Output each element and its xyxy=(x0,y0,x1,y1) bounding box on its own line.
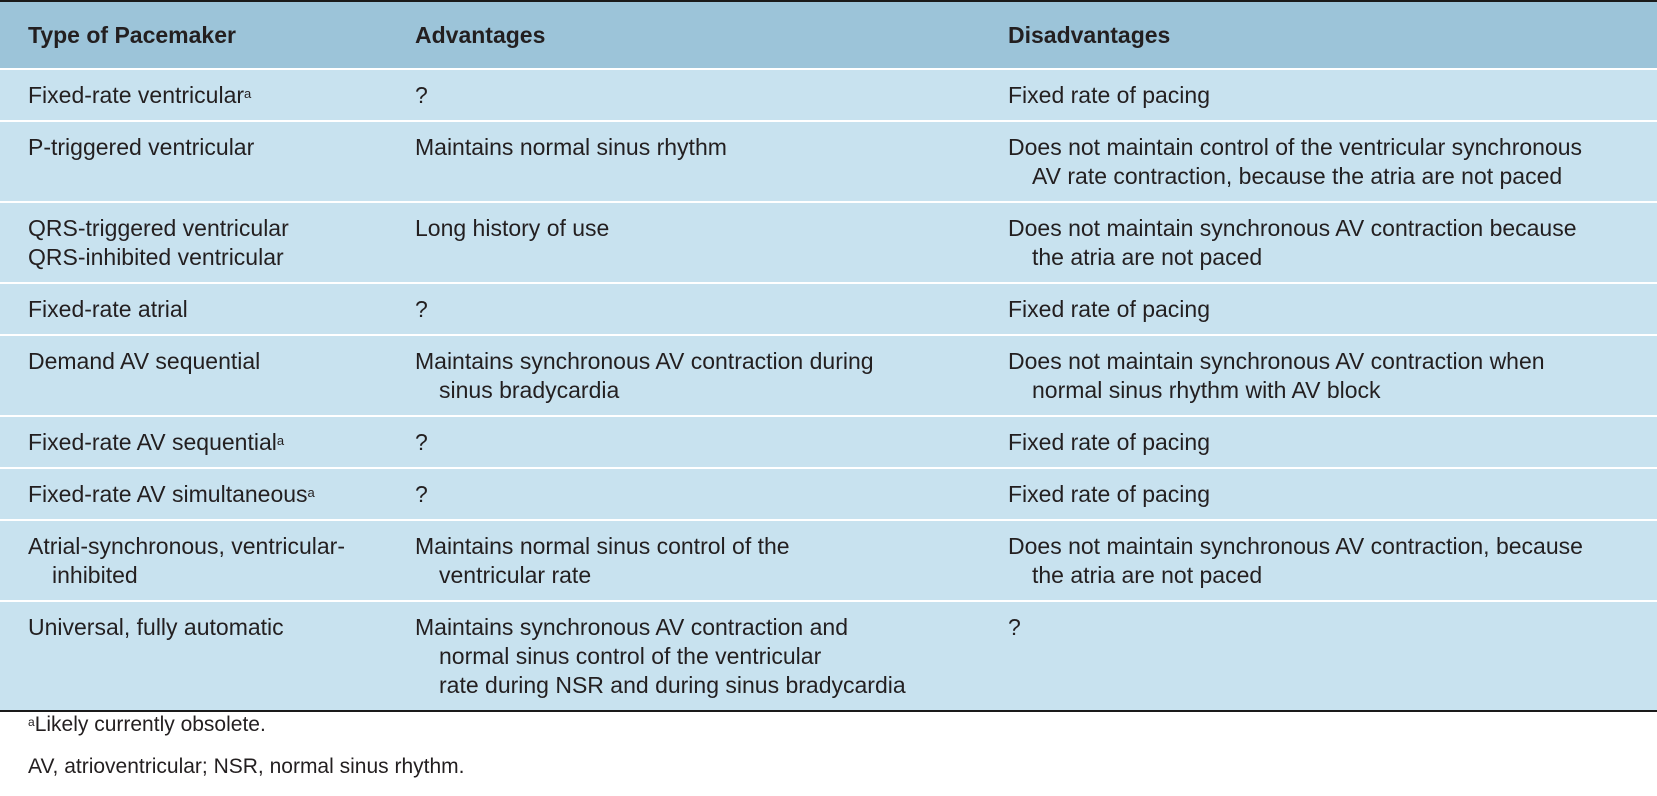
cell-type-text: Universal, fully automatic xyxy=(28,614,284,640)
cell-type xyxy=(0,121,415,202)
cell-advantages xyxy=(415,69,1008,121)
cell-disadvantages xyxy=(1008,416,1657,468)
footnote-obsolete xyxy=(28,712,465,738)
cell-type xyxy=(0,69,415,121)
cell-advantages-text: ? xyxy=(415,429,428,455)
cell-advantages xyxy=(415,416,1008,468)
cell-disadvantages-text: Does not maintain synchronous AV contraction when xyxy=(1008,348,1545,374)
table-row xyxy=(0,69,1657,121)
cell-type-text: Atrial-synchronous, ventricular- xyxy=(28,533,346,559)
cell-disadvantages-text: Does not maintain synchronous AV contraction because xyxy=(1008,215,1577,241)
cell-disadvantages xyxy=(1008,69,1657,121)
cell-disadvantages-text: the atria are not paced xyxy=(1032,562,1263,588)
cell-advantages-text: ? xyxy=(415,82,428,108)
cell-advantages-text: sinus bradycardia xyxy=(439,377,620,403)
cell-type-text: inhibited xyxy=(52,562,138,588)
cell-disadvantages xyxy=(1008,335,1657,416)
cell-disadvantages-text: Fixed rate of pacing xyxy=(1008,429,1211,455)
cell-advantages xyxy=(415,335,1008,416)
cell-advantages xyxy=(415,520,1008,601)
cell-disadvantages-text: AV rate contraction, because the atria are not paced xyxy=(1032,163,1563,189)
cell-disadvantages xyxy=(1008,202,1657,283)
cell-type xyxy=(0,335,415,416)
cell-type-text: Fixed-rate atrial xyxy=(28,296,188,322)
table-row xyxy=(0,520,1657,601)
cell-type-text: Fixed-rate AV simultaneous xyxy=(28,481,308,507)
cell-advantages-text: Maintains synchronous AV contraction and xyxy=(415,614,848,640)
table-row xyxy=(0,202,1657,283)
cell-type-text: Fixed-rate AV sequential xyxy=(28,429,277,455)
footnotes xyxy=(28,712,465,796)
cell-disadvantages-text: Fixed rate of pacing xyxy=(1008,481,1211,507)
table-body xyxy=(0,69,1657,711)
cell-advantages-text: Maintains synchronous AV contraction during xyxy=(415,348,874,374)
header-advantages: Advantages xyxy=(415,1,1008,69)
cell-advantages xyxy=(415,283,1008,335)
cell-disadvantages-text: Does not maintain control of the ventricular synchronous xyxy=(1008,134,1583,160)
cell-type xyxy=(0,520,415,601)
cell-disadvantages xyxy=(1008,121,1657,202)
cell-advantages-text: Maintains normal sinus rhythm xyxy=(415,134,727,160)
cell-type xyxy=(0,416,415,468)
table-header xyxy=(0,1,1657,69)
cell-type xyxy=(0,601,415,711)
table-row xyxy=(0,283,1657,335)
cell-disadvantages xyxy=(1008,520,1657,601)
cell-type xyxy=(0,468,415,520)
cell-disadvantages-text: the atria are not paced xyxy=(1032,244,1263,270)
table-row xyxy=(0,416,1657,468)
cell-type-text: Fixed-rate ventricular xyxy=(28,82,245,108)
footnote-marker: a xyxy=(244,86,252,101)
cell-disadvantages-text: Fixed rate of pacing xyxy=(1008,82,1211,108)
footnote-marker: a xyxy=(28,715,35,729)
cell-disadvantages xyxy=(1008,283,1657,335)
table-row xyxy=(0,601,1657,711)
cell-disadvantages-text: ? xyxy=(1008,614,1021,640)
footnote-obsolete-text: Likely currently obsolete. xyxy=(34,713,266,736)
cell-advantages-text: ? xyxy=(415,296,428,322)
cell-advantages xyxy=(415,202,1008,283)
header-type: Type of Pacemaker xyxy=(0,1,415,69)
cell-disadvantages-text: normal sinus rhythm with AV block xyxy=(1032,377,1381,403)
cell-advantages xyxy=(415,121,1008,202)
header-row xyxy=(0,1,1657,69)
cell-advantages xyxy=(415,468,1008,520)
table-row xyxy=(0,468,1657,520)
table-row xyxy=(0,121,1657,202)
cell-advantages-text: ? xyxy=(415,481,428,507)
cell-advantages-text: Long history of use xyxy=(415,215,610,241)
cell-type-text: P-triggered ventricular xyxy=(28,134,255,160)
cell-disadvantages-text: Does not maintain synchronous AV contraction, because xyxy=(1008,533,1583,559)
header-disadvantages: Disadvantages xyxy=(1008,1,1657,69)
cell-type-text: QRS-triggered ventricular xyxy=(28,215,289,241)
footnote-abbreviations: AV, atrioventricular; NSR, normal sinus rhythm. xyxy=(28,755,465,778)
cell-disadvantages-text: Fixed rate of pacing xyxy=(1008,296,1211,322)
cell-type-text: QRS-inhibited ventricular xyxy=(28,244,284,270)
cell-advantages-text: Maintains normal sinus control of the xyxy=(415,533,790,559)
cell-advantages-text: ventricular rate xyxy=(439,562,592,588)
table-row xyxy=(0,335,1657,416)
cell-advantages xyxy=(415,601,1008,711)
cell-type xyxy=(0,202,415,283)
cell-disadvantages xyxy=(1008,468,1657,520)
footnote-marker: a xyxy=(276,433,285,448)
footnote-marker: a xyxy=(307,485,315,500)
cell-advantages-text: normal sinus control of the ventricular xyxy=(439,643,822,669)
cell-disadvantages xyxy=(1008,601,1657,711)
cell-type-text: Demand AV sequential xyxy=(28,348,261,374)
cell-advantages-text: rate during NSR and during sinus bradycardia xyxy=(439,672,906,698)
cell-type xyxy=(0,283,415,335)
